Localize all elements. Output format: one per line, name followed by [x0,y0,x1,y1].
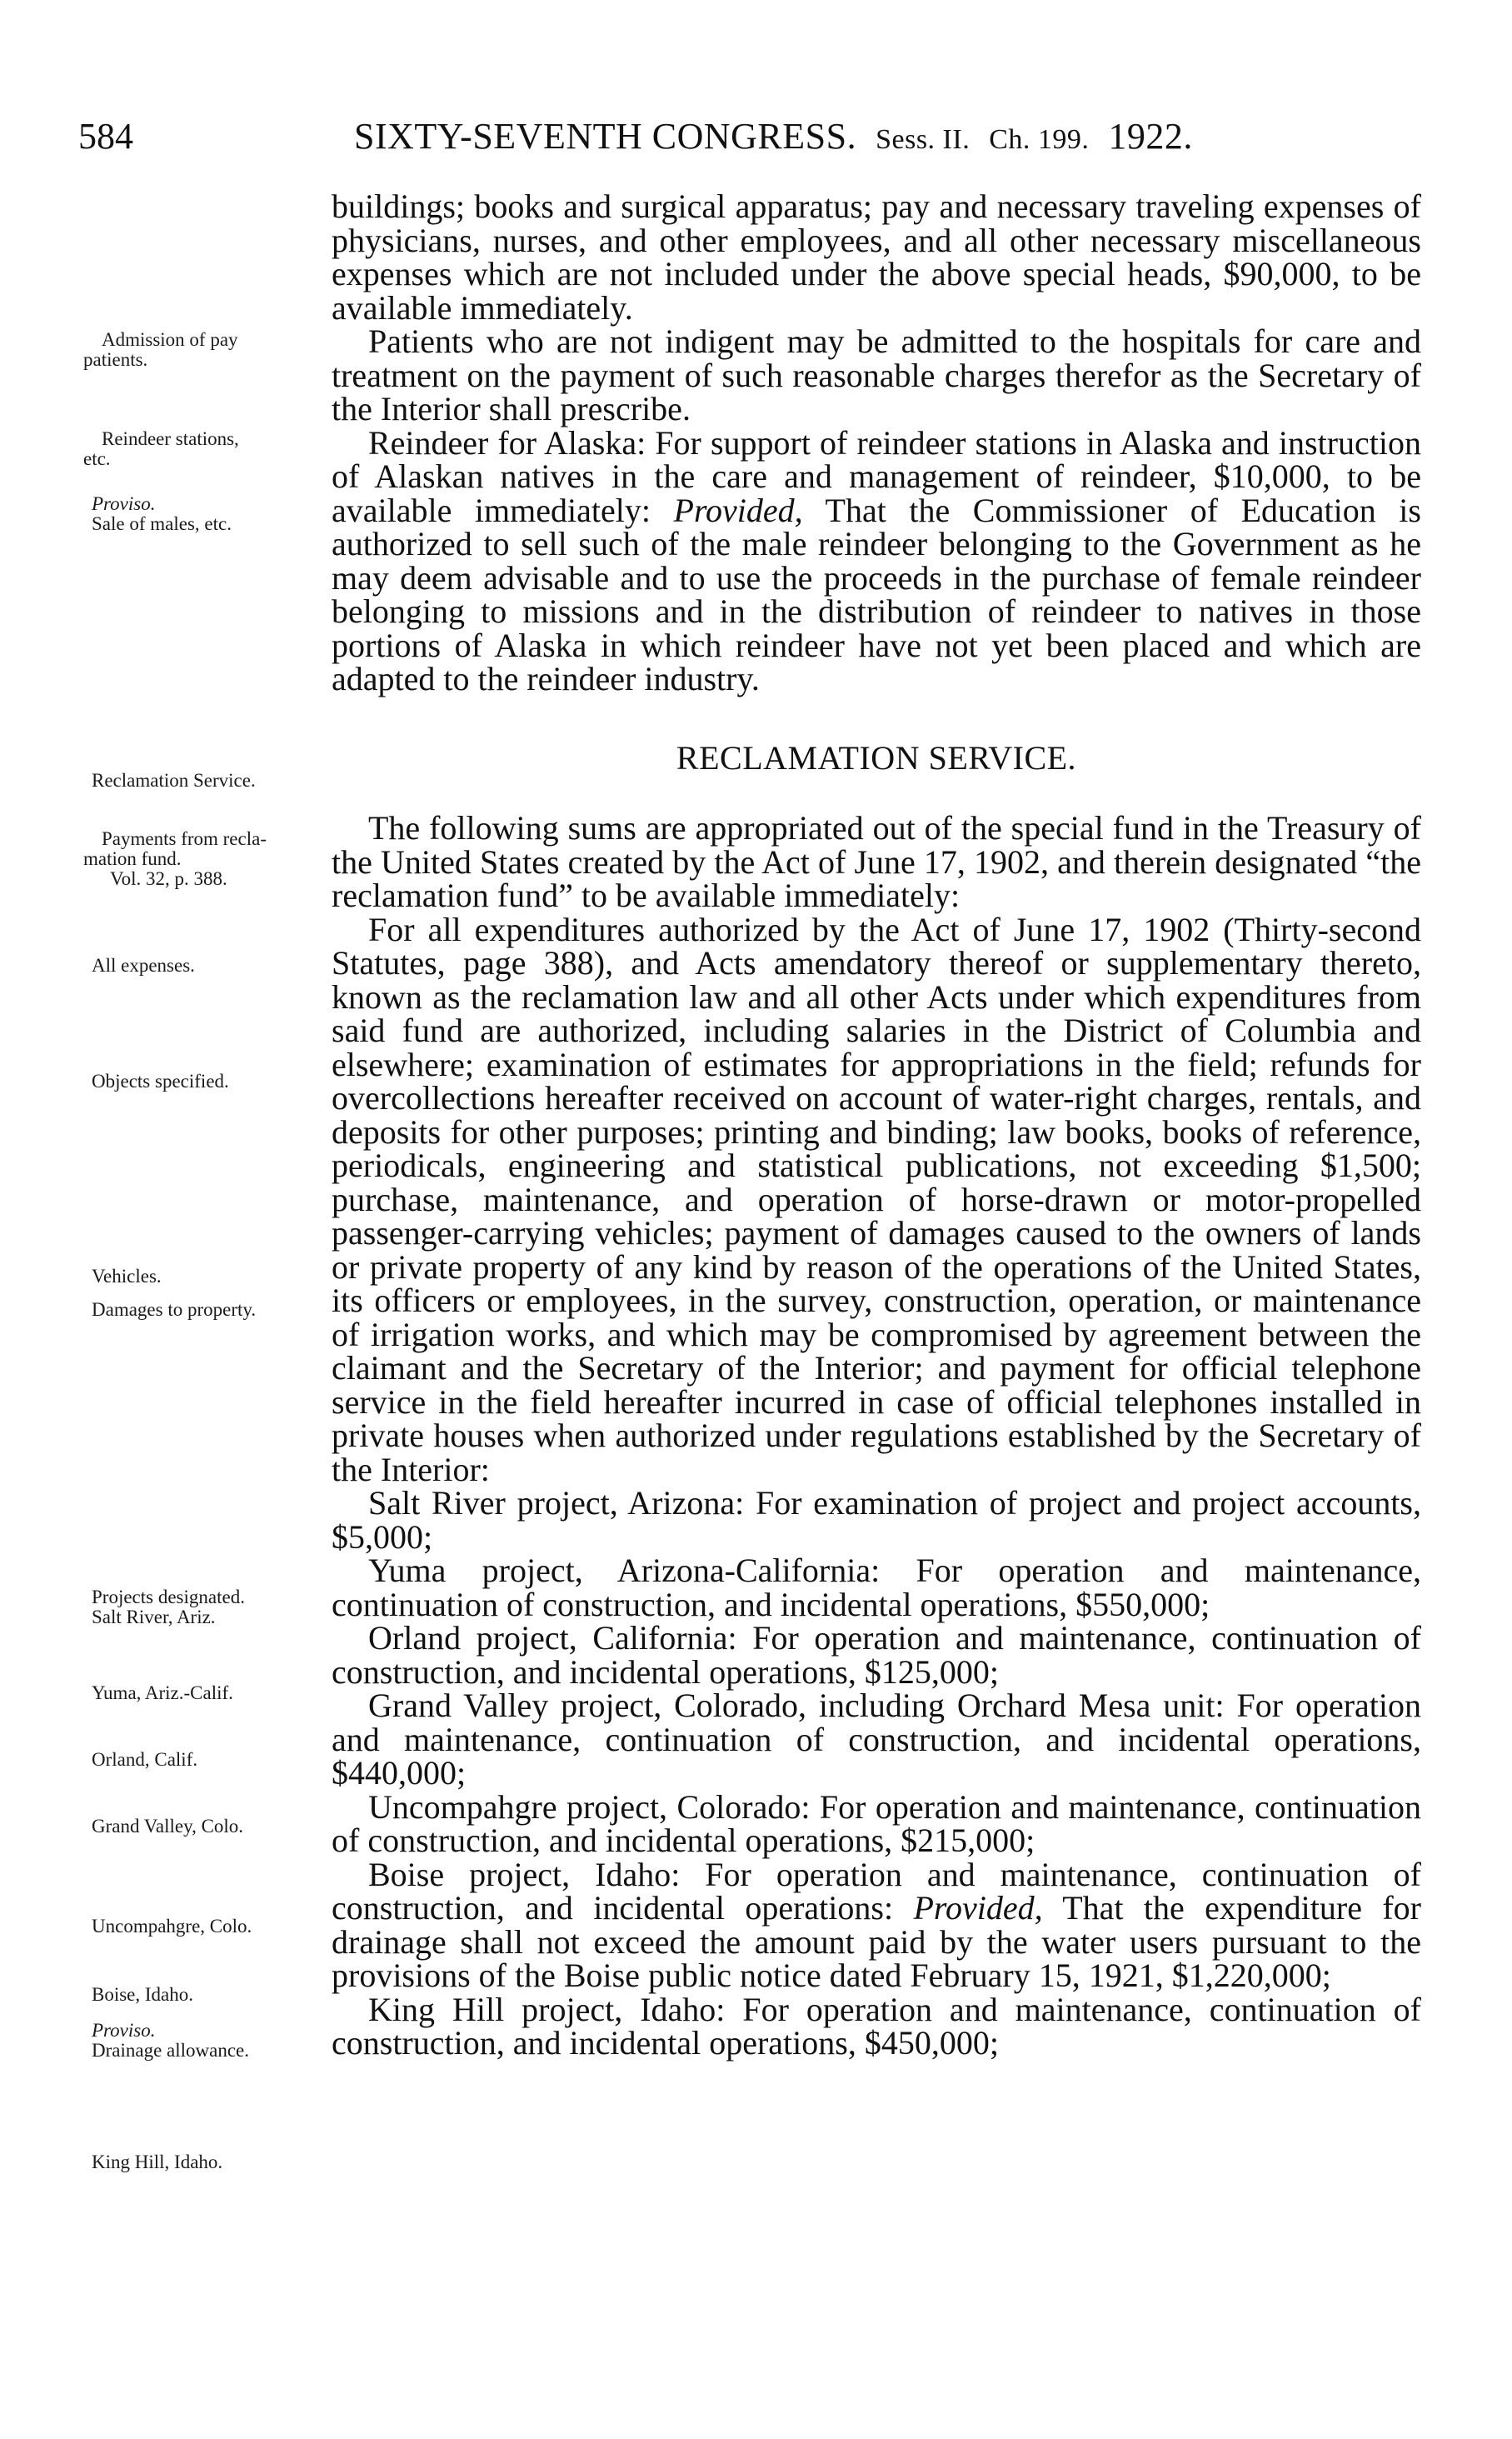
chapter-label: Ch. 199. [989,124,1090,155]
paragraph-orland: Orland project, California: For operation and maintenance, continuation of construction, and incidental operations, $125,000; [332,1619,1421,1691]
margin-note-line: Vol. 32, p. 388. [110,868,227,889]
margin-note-line: etc. [83,448,111,469]
paragraph-reindeer [332,423,1421,697]
paragraph-hospital-expenses: buildings; books and surgical apparatus; pay and necessary traveling expenses of physicians, nurses, and other employees, and all other necessary miscellaneous expenses which are not included under the above special heads, $90,000, to be available immediately. [332,187,1421,327]
proviso-italic: Provided, [673,491,803,529]
margin-note-line: Projects designated. [92,1587,245,1607]
paragraph-pay-patients: Patients who are not indigent may be admitted to the hospitals for care and treatment on the payment of such reasonable charges therefor as the Secretary of the Interior shall prescribe. [332,322,1421,427]
margin-note-line: Yuma, Ariz.-Calif. [92,1682,233,1703]
margin-note-projects [83,1587,335,1627]
margin-note-line: Grand Valley, Colo. [92,1816,244,1837]
running-head [354,115,1193,157]
margin-note-vehicles [83,1267,335,1287]
paragraph-yuma: Yuma project, Arizona-California: For operation and maintenance, continuation of construction, and incidental operations, $550,000; [332,1552,1421,1623]
margin-note-line: patients. [83,349,148,370]
margin-note-line: Drainage allowance. [92,2040,250,2061]
margin-note-line: King Hill, Idaho. [92,2152,223,2172]
margin-note-objects [83,1072,335,1092]
paragraph-text: Reindeer for Alaska: For support of reindeer stations in Alaska and instruction of Alaskan natives in the care and management of reindeer, $10,000, to be available immediately: [332,423,1421,529]
margin-note-line: Admission of pay [102,329,238,350]
paragraph-appropriations-intro: The following sums are appropriated out of the special fund in the Treasury of the United States created by the Act of June 17, 1902, and therein designated “the reclamation fund” to be available immediately: [332,809,1421,914]
margin-note-line: Proviso. [92,2020,156,2041]
year-label: 1922. [1108,116,1193,157]
margin-note-king-hill [83,2152,335,2172]
margin-note-reclamation [83,771,335,791]
margin-note-line: Reindeer stations, [102,428,239,449]
margin-note-line: Proviso. [92,493,156,514]
paragraph-text: That the Commissioner of Education is authorized to sell such of the male reindeer belonging to the Government as he may deem advisable and to use the proceeds in the purchase of female reindeer belonging to missions and in the distribution of reindeer to natives in those portions of Alaska in which reindeer have not yet been placed and which are adapted to the reindeer industry. [332,491,1421,697]
margin-note-line: Reclamation Service. [92,770,256,791]
margin-note-line: All expenses. [92,955,195,976]
margin-note-orland [83,1750,335,1770]
paragraph-uncompahgre: Uncompahgre project, Colorado: For operation and maintenance, continuation of construction, and incidental operations, $215,000; [332,1787,1421,1859]
paragraph-all-expenditures: For all expenditures authorized by the Act of June 17, 1902 (Thirty-second Statutes, page 388), and Acts amendatory thereof or supplementary thereto, known as the reclamation law and all other Acts under which expenditures from said fund are authorized, including salaries in the District of Columbia and elsewhere; examination of estimates for appropriations in the field; refunds for overcollections hereafter received on account of water-right charges, rentals, and deposits for other purposes; printing and binding; law books, books of reference, periodicals, engineering and statistical publications, not exceeding $1,500; purchase, maintenance, and operation of horse-drawn or motor-propelled passenger-carrying vehicles; payment of damages caused to the owners of lands or private property of any kind by reason of the operations of the United States, its officers or employees, in the survey, construction, operation, or maintenance of irrigation works, and which may be compromised by agreement between the claimant and the Secretary of the Interior; and payment for official telephone service in the field hereafter incurred in case of official telephones installed in private houses when authorized under regulations established by the Secretary of the Interior: [332,910,1421,1488]
margin-note-yuma [83,1683,335,1703]
margin-note-all-expenses [83,956,335,976]
margin-note-grand-valley [83,1817,335,1837]
margin-note-line: Uncompahgre, Colo. [92,1916,252,1937]
margin-note-proviso-drainage [83,2021,335,2061]
margin-note-line: Sale of males, etc. [92,513,232,534]
margin-note-uncompahgre [83,1917,335,1937]
margin-note-proviso-sale [83,494,327,534]
margin-note-damages [83,1300,335,1320]
margin-note-line: Vehicles. [92,1266,162,1287]
paragraph-king-hill: King Hill project, Idaho: For operation and maintenance, continuation of construction, and incidental operations, $450,000; [332,1990,1421,2062]
margin-note-line: Payments from recla- [102,828,267,849]
paragraph-salt-river: Salt River project, Arizona: For examination of project and project accounts, $5,000; [332,1484,1421,1556]
paragraph-text: That the expenditure for drainage shall not exceed the amount paid by the water users pursuant to the provisions of the Boise public notice dated February 15, 1921, $1,220,000; [332,1889,1421,1994]
margin-note-line: mation fund. [83,848,182,869]
margin-note-line: Orland, Calif. [92,1749,198,1770]
paragraph-grand-valley: Grand Valley project, Colorado, including Orchard Mesa unit: For operation and maintenance, continuation of construction, and incidental operations, $440,000; [332,1687,1421,1792]
proviso-italic: Provided, [913,1889,1043,1927]
margin-note-line: Objects specified. [92,1071,229,1092]
margin-note-payments [83,829,327,889]
margin-note-boise [83,1985,335,2005]
paragraph-boise [332,1855,1421,1994]
margin-note-reindeer [83,429,327,469]
paragraph-text: Boise project, Idaho: For operation and maintenance, continuation of construction, and incidental operations: [332,1855,1421,1927]
page-number: 584 [78,116,133,157]
margin-note-line: Salt River, Ariz. [92,1607,216,1627]
section-heading: RECLAMATION SERVICE. [676,738,1077,777]
margin-note-line: Boise, Idaho. [92,1984,194,2005]
margin-note-admission [83,330,327,370]
margin-note-line: Damages to property. [92,1299,257,1320]
congress-title: SIXTY-SEVENTH CONGRESS. [354,116,857,157]
session-label: Sess. II. [876,124,971,155]
statute-body [332,187,1421,2062]
